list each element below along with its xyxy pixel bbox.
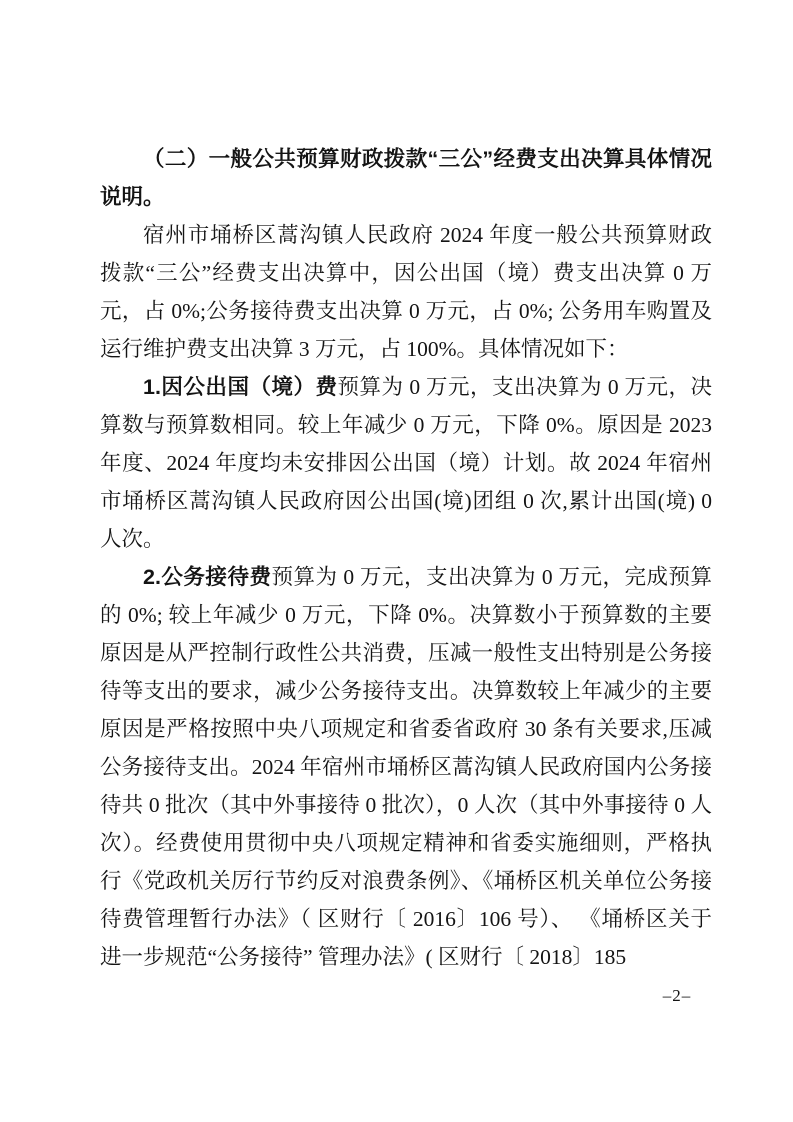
item-1-label: 1.因公出国（境）费 [143,375,338,399]
paragraph-overview [100,216,712,368]
page-number: –2– [662,986,692,1005]
item-1-text: 预算为 0 万元，支出决算为 0 万元，决算数与预算数相同。较上年减少 0 万元，下降 0%。原因是 2023 年度、2024 年度均未安排因公出国（境）计划。故 2024 年宿州市埇桥区蒿沟镇人民政府因公出国(境)团组 0 次,累计出国(境) 0 人次。 [100,375,712,551]
document-body [100,140,712,976]
paragraph-item-2 [100,558,712,976]
section-heading: （二）一般公共预算财政拨款“三公”经费支出决算具体情况说明。 [100,147,712,209]
item-2-text: 预算为 0 万元，支出决算为 0 万元，完成预算的 0%; 较上年减少 0 万元，下降 0%。决算数小于预算数的主要原因是从严控制行政性公共消费，压减一般性支出特别是公务接待等支出的要求，减少公务接待支出。决算数较上年减少的主要原因是严格按照中央八项规定和省委省政府 30 条有关要求,压减公务接待支出。2024 年宿州市埇桥区蒿沟镇人民政府国内公务接待共 0 批次（其中外事接待 0 批次），0 人次（其中外事接待 0 人次）。经费使用贯彻中央八项规定精神和省委实施细则，严格执行《党政机关厉行节约反对浪费条例》、《埇桥区机关单位公务接待费管理暂行办法》（ 区财行〔 2016〕106 号）、 《埇桥区关于进一步规范“公务接待” 管理办法》( 区财行〔 2018〕185 [100,565,712,969]
paragraph-overview-text: 宿州市埇桥区蒿沟镇人民政府 2024 年度一般公共预算财政拨款“三公”经费支出决算中，因公出国（境）费支出决算 0 万元，占 0%;公务接待费支出决算 0 万元，占 0%; 公务用车购置及运行维护费支出决算 3 万元，占 100%。具体情况如下： [100,223,712,361]
paragraph-item-1 [100,368,712,558]
item-2-label: 2.公务接待费 [143,565,272,589]
